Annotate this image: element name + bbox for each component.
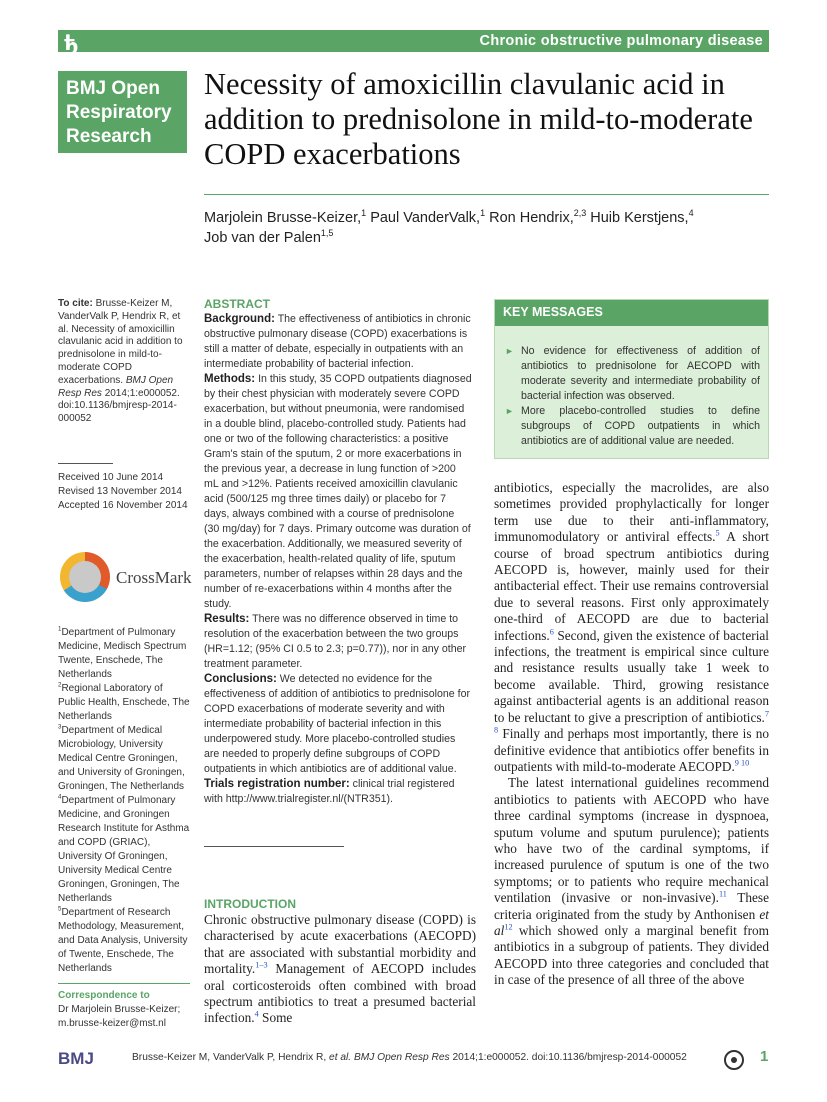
journal-section-label: Chronic obstructive pulmonary disease [479,33,763,49]
key-message-item: ► More placebo-controlled studies to define subgroups of COPD outpatients in which antibiotics are of additional value are needed. [505,405,760,447]
correspondence-divider [58,983,190,984]
arrow-bullet-icon: ► [505,346,514,356]
abstract-background: Background: The effectiveness of antibiotics in chronic obstructive pulmonary disease (COPD) exacerbations is still a matter of debate, especially in outpatients with an intermediate probability of bacterial infection. [204,313,471,370]
author-list [204,208,769,248]
affiliation: $^2$Regional Laboratory of Public Health, Enschede, The Netherlands [58,681,190,722]
cite-journal: BMJ Open Resp Res [58,374,174,399]
author: Paul VanderValk,$^1$ [370,208,486,226]
cite-text: Brusse-Keizer M, VanderValk P, Hendrix R, et al. Necessity of amoxicillin clavulanic acid in addition to prednisolone in mild-to-moderate COPD exacerbations. [58,298,183,386]
affiliation: $^1$Department of Pulmonary Medicine, Medisch Spectrum Twente, Enschede, The Netherlands [58,625,187,680]
correspondence-heading: Correspondence to [58,990,150,1001]
author: Ron Hendrix,$^{2,3}$ [489,208,587,226]
affiliation: $^5$Department of Research Methodology, Measurement, and Data Analysis, University of Twente, Enschede, The Netherlands [58,905,188,974]
affiliation: $^3$Department of Medical Microbiology, University Medical Centre Groningen, and University of Groningen, Groningen, The Netherlands [58,723,185,792]
abstract-trial-registration: Trials registration number: clinical trial registered with http://www.trialregister.nl/(NTR351). [204,778,455,805]
key-messages-heading: KEY MESSAGES [495,300,768,326]
accepted-date: Accepted 16 November 2014 [58,500,188,511]
body-paragraph: The latest international guidelines recommend antibiotics to patients with AECOPD who have three cardinal symptoms (increase in dyspnoea, sputum volume and sputum purulence); patients who have two of the cardinal symptoms, if increased purulence of sputum is one of the two symptoms; or to patients who require mechanical ventilation (invasive or non-invasive).$^{11}$ These criteria originated from the study by Anthonisen et $al^{12}$ which showed only a marginal benefit from antibiotics in a subgroup of patients. They divided AECOPD into three categories and concluded that in case of the presence of all three of the above [494,775,769,988]
introduction-heading: INTRODUCTION [204,897,296,911]
citation-ref[interactable]: 6 [549,627,554,637]
page-number: 1 [760,1048,769,1065]
citation-ref[interactable]: 11 [718,889,727,899]
key-messages-box [494,299,769,459]
body-column-right [494,480,769,989]
arrow-bullet-icon: ► [505,406,514,416]
citation-ref[interactable]: 9 10 [734,758,750,768]
revised-date: Revised 13 November 2014 [58,486,182,497]
bmj-logo: BMJ [58,1049,94,1068]
correspondence-name: Dr Marjolein Brusse-Keizer; [58,1004,181,1015]
abstract-conclusions: Conclusions: We detected no evidence for the effectiveness of addition of antibiotics to prednisolone for COPD exacerbations of moderate severity and with intermediate probability of bacterial infection in this underpowered study. More placebo-controlled studies are needed to properly define subgroups of COPD outpatients in which antibiotics are of additional value. [204,673,470,775]
open-access-badge-icon [724,1050,744,1070]
crossmark-icon [60,552,110,602]
crossmark-label: CrossMark [116,568,192,587]
title-divider [204,194,769,195]
article-dates [58,471,198,513]
citation-ref[interactable]: 5 [715,528,720,538]
citation-ref[interactable]: 4 [254,1010,259,1020]
abstract [204,297,472,807]
crossmark-badge[interactable] [58,550,198,606]
abstract-heading: ABSTRACT [204,297,270,311]
author: Marjolein Brusse-Keizer,$^1$ [204,208,367,226]
logo-line-1: BMJ Open [66,78,160,99]
affiliations [58,626,190,976]
logo-line-2: Respiratory [66,102,172,123]
author: Huib Kerstjens,$^4$ [590,208,694,226]
abstract-results: Results: There was no difference observed in time to resolution of the exacerbation between the two groups (HR=1.12; (95% CI 0.5 to 2.3; p=0.77)), nor in any other treatment parameter. [204,613,467,670]
author: Job van der Palen$^{1,5}$ [204,228,334,246]
affiliation: $^4$Department of Pulmonary Medicine, and Groningen Research Institute for Asthma and COPD (GRIAC), University Of Groningen, University Medical Centre Groningen, Groningen, The Netherlands [58,793,190,904]
cite-doi: 2014;1:e000052. doi:10.1136/bmjresp-2014-000052 [58,387,180,425]
body-paragraph: antibiotics, especially the macrolides, are also sometimes provided prophylactically for longer term use due to their anti-inflammatory, immunomodulatory or antiviral effects.$^5$ A short course of broad spectrum antibiotics during AECOPD is, however, mainly used for their antibacterial effect. Their use remains controversial due to several reasons. First only approximately one-third of AECOPD are due to bacterial infections.$^6$ Second, given the existence of bacterial infections, the treatment is empirical since culture and resistance results usually take 1 week to become available. Third, growing resistance against antibacterial agents is an additional reason to be reluctant to give a prescription of antibiotics.$^{7 8}$ Finally and perhaps most importantly, there is no definitive evidence that antibiotics offer benefits in outpatients with mild-to-moderate AECOPD.$^{9 10}$ [494,480,769,774]
citation-block [58,298,190,426]
abstract-divider [204,846,344,847]
key-messages-list [495,326,768,449]
sidebar-divider [58,463,113,464]
abstract-methods: Methods: In this study, 35 COPD outpatients diagnosed by their chest physician with moderately severe COPD exacerbation, but without pneumonia, were randomised in a double blind, placebo-controlled study. Patients had one or two of the following characteristics: a positive Gram's stain of the sputum, 2 or more exacerbations in the previous year, a decrease in lung function of >200 mL and >12%. Patients received amoxicillin clavulanic acid (500/125 mg three times daily) or placebo for 7 days, always combined with a course of prednisolone (30 mg/day) for 7 days. Primary outcome was duration of the exacerbation. Additionally, we measured severity of the exacerbation, health-related quality of life, sputum parameters, number of relapses within 28 days and the number of re-exacerbations within 4 months after the study. [204,373,472,610]
intro-paragraph: Chronic obstructive pulmonary disease (COPD) is characterised by acute exacerbations (AECOPD) that are associated with substantial morbidity and mortality.$^{1-3}$ Management of AECOPD includes oral corticosteroids often combined with broad spectrum antibiotics to treat a presumed bacterial infection.$^4$ Some [204,912,476,1026]
correspondence-email[interactable]: m.brusse-keizer@mst.nl [58,1018,166,1029]
open-access-icon: ђ [64,31,79,55]
citation-ref[interactable]: 7 8 [494,709,769,735]
correspondence-block [58,989,198,1031]
citation-ref[interactable]: 12 [504,922,513,932]
article-title: Necessity of amoxicillin clavulanic acid in addition to prednisolone in mild-to-moderate COPD exacerbations [204,67,753,171]
introduction-text [204,912,476,1027]
footer-citation: Brusse-Keizer M, VanderValk P, Hendrix R, et al. BMJ Open Resp Res 2014;1:e000052. doi:10.1136/bmjresp-2014-000052 [132,1052,687,1063]
citation-ref[interactable]: 1–3 [255,960,268,970]
received-date: Received 10 June 2014 [58,472,164,483]
cite-label: To cite: [58,298,93,309]
key-message-item: ► No evidence for effectiveness of addition of antibiotics to prednisolone for AECOPD with moderate severity and intermediate probability of bacterial infection was observed. [505,345,760,402]
journal-section-bar [58,30,769,55]
journal-logo [58,71,187,153]
logo-line-3: Research [66,126,152,147]
